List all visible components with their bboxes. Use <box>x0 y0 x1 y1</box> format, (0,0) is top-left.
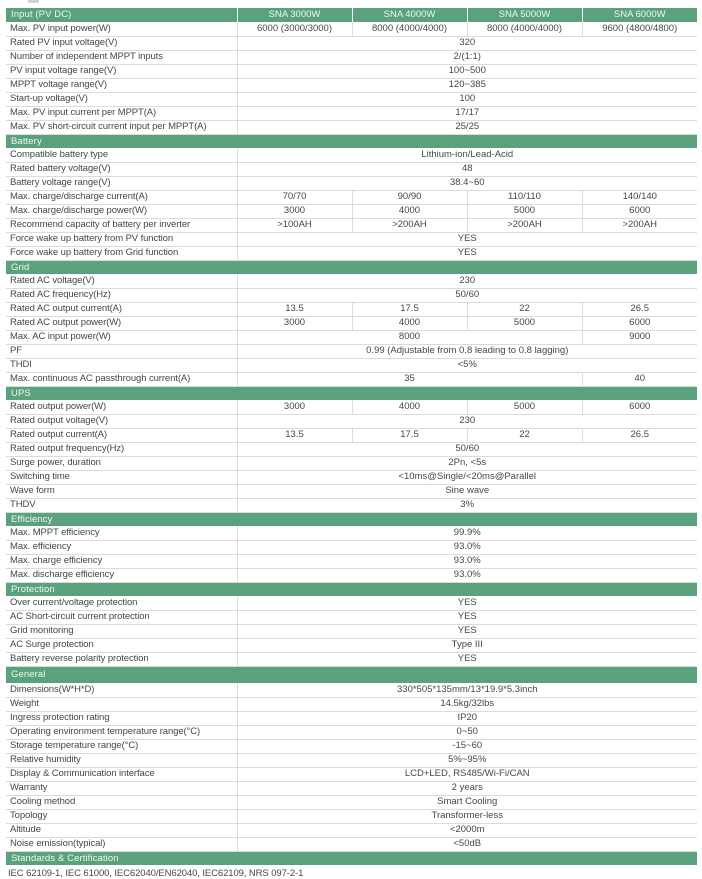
spec-value: 6000 (3000/3000) <box>237 22 352 36</box>
spec-row <box>6 232 697 246</box>
spec-row <box>6 711 697 725</box>
spec-label: Max. charge efficiency <box>6 554 237 568</box>
spec-label: Ingress protection rating <box>6 711 237 725</box>
spec-value: 50/60 <box>237 288 697 302</box>
spec-label: Max. discharge efficiency <box>6 568 237 582</box>
section-title: Input (PV DC) <box>6 8 237 22</box>
spec-row <box>6 316 697 330</box>
spec-value: 13.5 <box>237 302 352 316</box>
spec-label: Rated AC voltage(V) <box>6 274 237 288</box>
spec-label: Max. charge/discharge power(W) <box>6 204 237 218</box>
spec-row <box>6 400 697 414</box>
spec-value: 4000 <box>352 316 467 330</box>
spec-label: Force wake up battery from PV function <box>6 232 237 246</box>
spec-value: <10ms@Single/<20ms@Parallel <box>237 470 697 484</box>
spec-value: 5000 <box>467 204 582 218</box>
section-header-grid <box>6 260 697 274</box>
spec-value: 5000 <box>467 316 582 330</box>
spec-value: 48 <box>237 162 697 176</box>
spec-row <box>6 652 697 666</box>
spec-label: Max. PV input current per MPPT(A) <box>6 106 237 120</box>
spec-value: 38.4~60 <box>237 176 697 190</box>
spec-row <box>6 781 697 795</box>
spec-label: Max. AC input power(W) <box>6 330 237 344</box>
section-header-standards-certification <box>6 851 697 865</box>
section-header-ups <box>6 386 697 400</box>
spec-label: Rated AC output power(W) <box>6 316 237 330</box>
spec-value: 3000 <box>237 204 352 218</box>
spec-row <box>6 190 697 204</box>
spec-value: >200AH <box>352 218 467 232</box>
spec-value: 120~385 <box>237 78 697 92</box>
spec-label: Storage temperature range(°C) <box>6 739 237 753</box>
spec-value: <2000m <box>237 823 697 837</box>
spec-label: Battery voltage range(V) <box>6 176 237 190</box>
spec-row <box>6 739 697 753</box>
section-title: General <box>6 666 697 683</box>
spec-value: Lithium-ion/Lead-Acid <box>237 148 697 162</box>
section-title: UPS <box>6 386 697 400</box>
spec-row <box>6 498 697 512</box>
spec-row <box>6 176 697 190</box>
spec-value: 22 <box>467 428 582 442</box>
section-title: Standards & Certification <box>6 851 697 865</box>
spec-value: 93.0% <box>237 540 697 554</box>
spec-label: Max. MPPT efficiency <box>6 526 237 540</box>
spec-value: 0.99 (Adjustable from 0.8 leading to 0.8 lagging) <box>237 344 697 358</box>
spec-value: 35 <box>237 372 582 386</box>
section-title: Protection <box>6 582 697 596</box>
spec-value: Transformer-less <box>237 809 697 823</box>
spec-value: 3000 <box>237 316 352 330</box>
spec-label: Operating environment temperature range(°C) <box>6 725 237 739</box>
spec-label: PF <box>6 344 237 358</box>
spec-row <box>6 414 697 428</box>
spec-row <box>6 442 697 456</box>
section-header-efficiency <box>6 512 697 526</box>
spec-row <box>6 795 697 809</box>
spec-row <box>6 596 697 610</box>
spec-label: Display & Communication interface <box>6 767 237 781</box>
spec-value: YES <box>237 596 697 610</box>
spec-value: 17/17 <box>237 106 697 120</box>
section-title: Battery <box>6 134 697 148</box>
spec-value: 93.0% <box>237 554 697 568</box>
spec-row <box>6 697 697 711</box>
spec-label: Cooling method <box>6 795 237 809</box>
spec-value: 6000 <box>582 400 697 414</box>
spec-row <box>6 120 697 134</box>
spec-value: 50/60 <box>237 442 697 456</box>
spec-value: 8000 (4000/4000) <box>352 22 467 36</box>
spec-row <box>6 456 697 470</box>
spec-value: 100~500 <box>237 64 697 78</box>
spec-label: AC Surge protection <box>6 638 237 652</box>
spec-value: 17.5 <box>352 428 467 442</box>
spec-row <box>6 823 697 837</box>
spec-value: YES <box>237 652 697 666</box>
spec-label: Max. charge/discharge current(A) <box>6 190 237 204</box>
spec-row <box>6 218 697 232</box>
spec-value: Sine wave <box>237 484 697 498</box>
spec-value: 40 <box>582 372 697 386</box>
section-header-battery <box>6 134 697 148</box>
spec-value: 25/25 <box>237 120 697 134</box>
spec-label: Rated PV input voltage(V) <box>6 36 237 50</box>
spec-row <box>6 330 697 344</box>
spec-label: THDV <box>6 498 237 512</box>
spec-label: Relative humidity <box>6 753 237 767</box>
spec-label: Dimensions(W*H*D) <box>6 683 237 697</box>
spec-value: <50dB <box>237 837 697 851</box>
standards-certification-text: IEC 62109-1, IEC 61000, IEC62040/EN62040, IEC62109, NRS 097-2-1 <box>8 868 304 879</box>
section-title: Grid <box>6 260 697 274</box>
spec-row <box>6 526 697 540</box>
spec-label: Rated battery voltage(V) <box>6 162 237 176</box>
spec-value: >200AH <box>467 218 582 232</box>
spec-value: 8000 <box>237 330 582 344</box>
spec-value: 5000 <box>467 400 582 414</box>
spec-label: Rated output frequency(Hz) <box>6 442 237 456</box>
spec-label: Rated AC output current(A) <box>6 302 237 316</box>
spec-label: Max. continuous AC passthrough current(A) <box>6 372 237 386</box>
spec-value: 230 <box>237 414 697 428</box>
spec-row <box>6 568 697 582</box>
spec-value: Type III <box>237 638 697 652</box>
spec-value: 2Pn, <5s <box>237 456 697 470</box>
spec-value: YES <box>237 624 697 638</box>
section-header-protection <box>6 582 697 596</box>
spec-value: IP20 <box>237 711 697 725</box>
spec-row <box>6 484 697 498</box>
spec-value: 14.5kg/32lbs <box>237 697 697 711</box>
spec-label: AC Short-circuit current protection <box>6 610 237 624</box>
spec-value: 330*505*135mm/13*19.9*5.3inch <box>237 683 697 697</box>
spec-row <box>6 148 697 162</box>
column-header-sna-6000w: SNA 6000W <box>582 8 697 22</box>
spec-row <box>6 372 697 386</box>
spec-label: Compatible battery type <box>6 148 237 162</box>
spec-value: 6000 <box>582 316 697 330</box>
spec-value: >200AH <box>582 218 697 232</box>
spec-row <box>6 610 697 624</box>
spec-label: Noise emission(typical) <box>6 837 237 851</box>
cropped-text-artifact <box>28 0 39 3</box>
spec-label: Max. PV short-circuit current input per MPPT(A) <box>6 120 237 134</box>
spec-row <box>6 470 697 484</box>
spec-value: 22 <box>467 302 582 316</box>
spec-row <box>6 50 697 64</box>
column-header-sna-5000w: SNA 5000W <box>467 8 582 22</box>
spec-value: 140/140 <box>582 190 697 204</box>
spec-label: Max. PV input power(W) <box>6 22 237 36</box>
spec-value: 9600 (4800/4800) <box>582 22 697 36</box>
spec-label: Surge power, duration <box>6 456 237 470</box>
spec-label: Altitude <box>6 823 237 837</box>
spec-row <box>6 683 697 697</box>
spec-label: Over current/voltage protection <box>6 596 237 610</box>
column-header-sna-4000w: SNA 4000W <box>352 8 467 22</box>
spec-value: YES <box>237 246 697 260</box>
spec-value: YES <box>237 610 697 624</box>
spec-value: 13.5 <box>237 428 352 442</box>
section-title: Efficiency <box>6 512 697 526</box>
spec-row <box>6 725 697 739</box>
spec-value: >100AH <box>237 218 352 232</box>
spec-row <box>6 753 697 767</box>
spec-label: Topology <box>6 809 237 823</box>
spec-label: Switching time <box>6 470 237 484</box>
spec-label: THDI <box>6 358 237 372</box>
spec-row <box>6 344 697 358</box>
spec-value: 2 years <box>237 781 697 795</box>
spec-label: Number of independent MPPT inputs <box>6 50 237 64</box>
spec-row <box>6 428 697 442</box>
spec-value: 93.0% <box>237 568 697 582</box>
spec-row <box>6 204 697 218</box>
spec-value: 2/(1:1) <box>237 50 697 64</box>
spec-value: YES <box>237 232 697 246</box>
spec-value: 4000 <box>352 204 467 218</box>
spec-row <box>6 540 697 554</box>
spec-value: LCD+LED, RS485/Wi-Fi/CAN <box>237 767 697 781</box>
spec-row <box>6 302 697 316</box>
spec-label: Recommend capacity of battery per inverter <box>6 218 237 232</box>
spec-value: 26.5 <box>582 302 697 316</box>
spec-value: 0~50 <box>237 725 697 739</box>
spec-value: 99.9% <box>237 526 697 540</box>
spec-label: Warranty <box>6 781 237 795</box>
spec-value: 4000 <box>352 400 467 414</box>
spec-label: Rated output current(A) <box>6 428 237 442</box>
spec-row <box>6 162 697 176</box>
spec-label: Rated AC frequency(Hz) <box>6 288 237 302</box>
spec-label: Rated output power(W) <box>6 400 237 414</box>
spec-row <box>6 358 697 372</box>
spec-table-body <box>6 8 697 865</box>
spec-value: 90/90 <box>352 190 467 204</box>
spec-label: Force wake up battery from Grid function <box>6 246 237 260</box>
spec-value: 3000 <box>237 400 352 414</box>
spec-value: 8000 (4000/4000) <box>467 22 582 36</box>
spec-label: Wave form <box>6 484 237 498</box>
spec-row <box>6 624 697 638</box>
spec-value: 70/70 <box>237 190 352 204</box>
spec-row <box>6 78 697 92</box>
spec-row <box>6 36 697 50</box>
spec-value: 9000 <box>582 330 697 344</box>
spec-value: 230 <box>237 274 697 288</box>
spec-label: Rated output voltage(V) <box>6 414 237 428</box>
spec-value: -15~60 <box>237 739 697 753</box>
spec-row <box>6 809 697 823</box>
column-header-sna-3000w: SNA 3000W <box>237 8 352 22</box>
spec-value: 17.5 <box>352 302 467 316</box>
spec-value: 3% <box>237 498 697 512</box>
spec-label: Battery reverse polarity protection <box>6 652 237 666</box>
spec-value: 320 <box>237 36 697 50</box>
section-header-input-pv-dc <box>6 8 697 22</box>
spec-row <box>6 106 697 120</box>
spec-label: Weight <box>6 697 237 711</box>
spec-value: 5%~95% <box>237 753 697 767</box>
spec-row <box>6 767 697 781</box>
spec-value: 110/110 <box>467 190 582 204</box>
section-header-general <box>6 666 697 683</box>
spec-label: Start-up voltage(V) <box>6 92 237 106</box>
spec-row <box>6 274 697 288</box>
spec-value: 6000 <box>582 204 697 218</box>
spec-table <box>6 8 697 865</box>
spec-value: Smart Cooling <box>237 795 697 809</box>
spec-label: MPPT voltage range(V) <box>6 78 237 92</box>
spec-row <box>6 92 697 106</box>
spec-label: Grid monitoring <box>6 624 237 638</box>
spec-row <box>6 64 697 78</box>
spec-label: Max. efficiency <box>6 540 237 554</box>
spec-row <box>6 22 697 36</box>
spec-value: 100 <box>237 92 697 106</box>
spec-row <box>6 638 697 652</box>
spec-row <box>6 288 697 302</box>
spec-value: 26.5 <box>582 428 697 442</box>
spec-row <box>6 554 697 568</box>
spec-value: <5% <box>237 358 697 372</box>
spec-label: PV input voltage range(V) <box>6 64 237 78</box>
spec-row <box>6 837 697 851</box>
spec-row <box>6 246 697 260</box>
